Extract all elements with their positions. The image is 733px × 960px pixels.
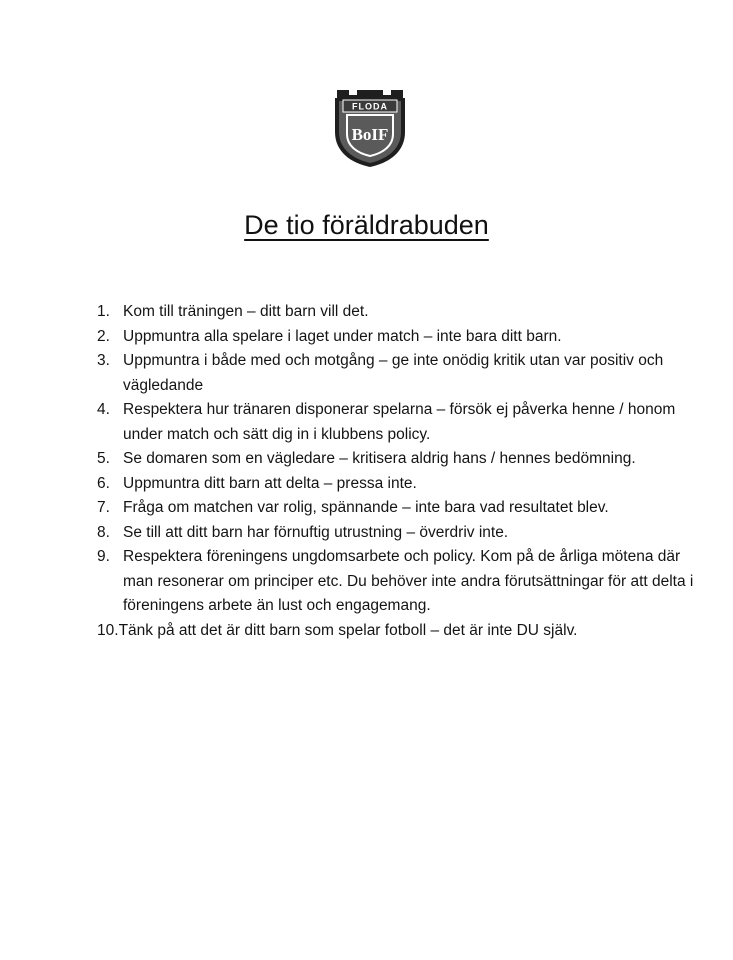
list-item-number: 3. — [97, 352, 110, 369]
list-item — [97, 325, 697, 350]
list-item — [97, 349, 697, 398]
list-item-text: Uppmuntra i både med och motgång – ge inte onödig kritik utan var positiv och vägledande — [123, 352, 664, 394]
list-item-number: 2. — [97, 327, 110, 345]
list-item-text: Se domaren som en vägledare – kritisera aldrig hans / hennes bedömning. — [123, 450, 636, 467]
floda-boif-crest-logo — [331, 88, 409, 168]
list-item-text: Uppmuntra alla spelare i laget under match – inte bara ditt barn. — [123, 327, 562, 345]
list-item-number: 6. — [97, 474, 110, 492]
rules-list — [97, 300, 697, 643]
list-item — [97, 472, 697, 497]
crest-monogram: BoIF — [351, 125, 389, 144]
list-item-text: Kom till träningen – ditt barn vill det. — [123, 303, 369, 320]
list-item-number: 7. — [97, 499, 110, 516]
list-item — [97, 447, 697, 472]
list-item-number: 8. — [97, 523, 110, 541]
list-item-number: 9. — [97, 548, 110, 565]
list-item — [97, 496, 697, 521]
list-item — [97, 521, 697, 546]
page-title: De tio föräldrabuden — [244, 210, 489, 240]
list-item — [97, 300, 697, 325]
list-item-text: Respektera hur tränaren disponerar spelarna – försök ej påverka henne / honom under match och sätt dig in i klubbens policy. — [123, 401, 676, 443]
list-item-text: Uppmuntra ditt barn att delta – pressa inte. — [123, 474, 417, 492]
list-item-number: 10. — [97, 621, 119, 639]
list-item-number: 4. — [97, 401, 110, 418]
list-item-number: 5. — [97, 450, 110, 467]
list-item-text: Se till att ditt barn har förnuftig utrustning – överdriv inte. — [123, 523, 509, 541]
list-item — [97, 398, 697, 447]
list-item-text: Fråga om matchen var rolig, spännande – inte bara vad resultatet blev. — [123, 499, 609, 516]
list-item-text: Tänk på att det är ditt barn som spelar fotboll – det är inte DU själv. — [118, 621, 578, 639]
list-item-number: 1. — [97, 303, 110, 320]
list-item-text: Respektera föreningens ungdomsarbete och policy. Kom på de årliga mötena där man resonerar om principer etc. Du behöver inte andra förutsättningar för att delta i föreningens arbete än lust och engagemang. — [123, 548, 694, 614]
list-item — [97, 545, 697, 619]
crest-battlements — [337, 90, 403, 98]
list-item — [97, 619, 697, 644]
crest-banner-text: FLODA — [352, 101, 388, 112]
